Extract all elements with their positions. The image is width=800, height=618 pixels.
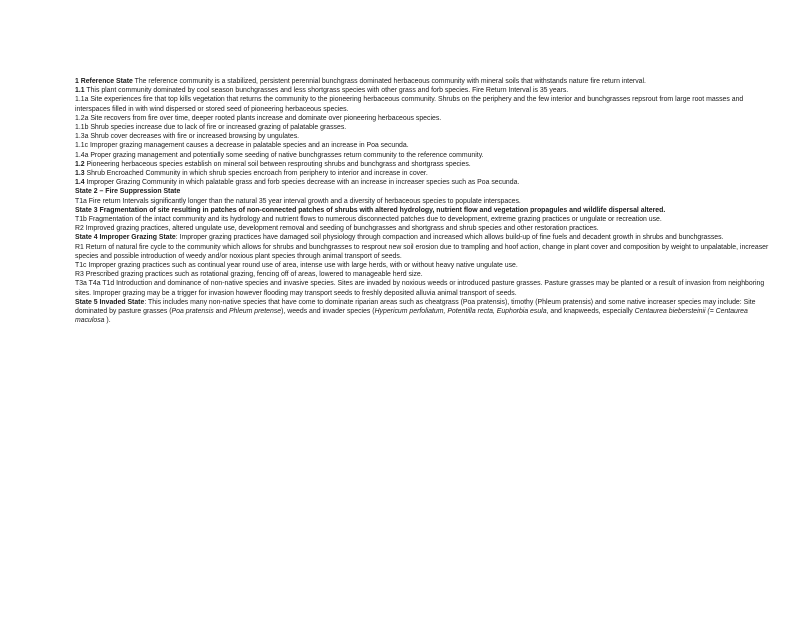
paragraph-text: The reference community is a stabilized, persistent perennial bunchgrass dominated herbaceous community with mineral soils that withstands nature fire return interval. (132, 78, 646, 85)
paragraph-text: R3 Prescribed grazing practices such as rotational grazing, fencing off of areas, lowered to manageable herd size. (75, 271, 423, 279)
paragraph-text: , and knapweeds, especially (546, 308, 635, 316)
species-name: Phleum pretense (229, 308, 282, 316)
paragraph-text: 1.1c Improper grazing management causes a decrease in palatable species and an increase in Poa secunda. (75, 142, 409, 150)
paragraph-text: : This includes many non-native species that have come to dominate riparian areas such as cheatgrass (Poa pratensis), timothy (Phleum pratensis) and some native increaser species may include: Site dominated by pasture grasses ( (75, 298, 756, 316)
paragraph-heading: State 5 Invaded State (75, 298, 145, 306)
paragraph-heading: State 4 Improper Grazing State (75, 234, 176, 242)
paragraph (75, 141, 775, 150)
paragraph (75, 298, 775, 326)
paragraph-heading: 1.2 (75, 160, 85, 168)
paragraph-text: Shrub Encroached Community in which shrub species encroach from periphery to interior and increase in cover. (84, 170, 428, 178)
paragraph (75, 169, 775, 178)
paragraph (75, 261, 775, 270)
paragraph-heading: 1.1 (75, 87, 85, 95)
paragraph (75, 243, 775, 261)
paragraph-text: 1.4a Proper grazing management and potentially some seeding of native bunchgrasses return community to the reference community. (75, 151, 484, 159)
paragraph-text: R1 Return of natural fire cycle to the community which allows for shrubs and bunchgrasses to resprout new soil erosion due to trampling and hoof action, change in plant cover and composition by weight to unpalatable, increaser species and possible introduction of weedy and/or noxious plant species through animal transport of seeds. (75, 243, 769, 260)
paragraph-text: T1b Fragmentation of the intact community and its hydrology and nutrient flows to numerous disconnected patches due to development, extreme grazing practices or ungulate or recreation use. (75, 216, 662, 224)
species-name: Poa pratensis (171, 308, 214, 316)
paragraph-text: T3a T4a T1d Introduction and dominance of non-native species and invasive species. Sites are invaded by noxious weeds or introduced pasture grasses. Pasture grasses may be planted or a result of invasion from neighboring sites. Improper grazing may be a trigger for invasion however flooding may transport seeds to freshly deposited alluvia animal transport of seeds. (75, 280, 765, 297)
paragraph-text: ), weeds and invader species ( (281, 308, 375, 316)
paragraph-text: 1.3a Shrub cover decreases with fire or increased browsing by ungulates. (75, 133, 300, 141)
document-body (75, 77, 775, 325)
paragraph-text: R2 Improved grazing practices, altered ungulate use, development removal and seeding of bunchgrasses and shortgrass and shrub species and other restoration practices. (75, 225, 599, 233)
paragraph (75, 206, 775, 215)
paragraph-text: T1a Fire return Intervals significantly longer than the natural 35 year interval growth and a diversity of herbaceous species to populate interspaces. (75, 197, 521, 205)
paragraph-text: Pioneering herbaceous species establish on mineral soil between resprouting shrubs and bunchgrass and shortgrass species. (84, 160, 471, 168)
paragraph (75, 95, 775, 113)
paragraph-text: This plant community dominated by cool season bunchgrasses and less shortgrass species with other grass and forb species. Fire Return Interval is 35 years. (84, 87, 569, 95)
paragraph (75, 86, 775, 95)
paragraph-text: T1c Improper grazing practices such as continual year round use of area, intense use with large herds, with or without heavy native ungulate use. (75, 262, 518, 270)
paragraph (75, 114, 775, 123)
paragraph (75, 123, 775, 132)
paragraph (75, 279, 775, 297)
species-name: Centaurea biebersteinii (= Centaurea maculosa (75, 308, 748, 325)
paragraph (75, 215, 775, 224)
paragraph (75, 233, 775, 242)
species-name: Hypericum perfoliatum, Potentilla recta, Euphorbia esula (374, 308, 547, 316)
paragraph (75, 77, 775, 86)
paragraph (75, 151, 775, 160)
paragraph (75, 160, 775, 169)
paragraph-heading: 1 Reference State (75, 78, 133, 85)
paragraph (75, 187, 775, 196)
paragraph-text: and (213, 308, 229, 316)
paragraph-text: 1.1b Shrub species increase due to lack of fire or increased grazing of palatable grasses. (75, 124, 347, 132)
paragraph-text: ). (104, 317, 111, 325)
paragraph-heading: 1.3 (75, 170, 85, 178)
paragraph (75, 132, 775, 141)
paragraph-text: : Improper grazing practices have damaged soil physiology through compaction and increased which allows build-up of fine fuels and decadent growth in shrubs and bunchgrasses. (175, 234, 724, 242)
paragraph (75, 197, 775, 206)
paragraph-text: 1.1a Site experiences fire that top kills vegetation that returns the community to the pioneering herbaceous community. Shrubs on the periphery and the few interior and bunchgrasses repsrout from large root masses and interspaces filled in with wind dispersed or stored seed of pioneering herbaceous species. (75, 96, 744, 113)
paragraph (75, 270, 775, 279)
paragraph-text: Improper Grazing Community in which palatable grass and forb species decrease with an increase in increaser species such as Poa secunda. (84, 179, 520, 187)
paragraph (75, 224, 775, 233)
paragraph-heading: 1.4 (75, 179, 85, 187)
paragraph-heading: State 3 Fragmentation of site resulting in patches of non-connected patches of shrubs with altered hydrology, nutrient flow and vegetation propagules and wildlife dispersal altered. (75, 206, 666, 214)
paragraph-text: 1.2a Site recovers from fire over time, deeper rooted plants increase and dominate over pioneering herbaceous species. (75, 114, 442, 122)
paragraph (75, 178, 775, 187)
paragraph-heading: State 2 – Fire Suppression State (75, 188, 181, 196)
